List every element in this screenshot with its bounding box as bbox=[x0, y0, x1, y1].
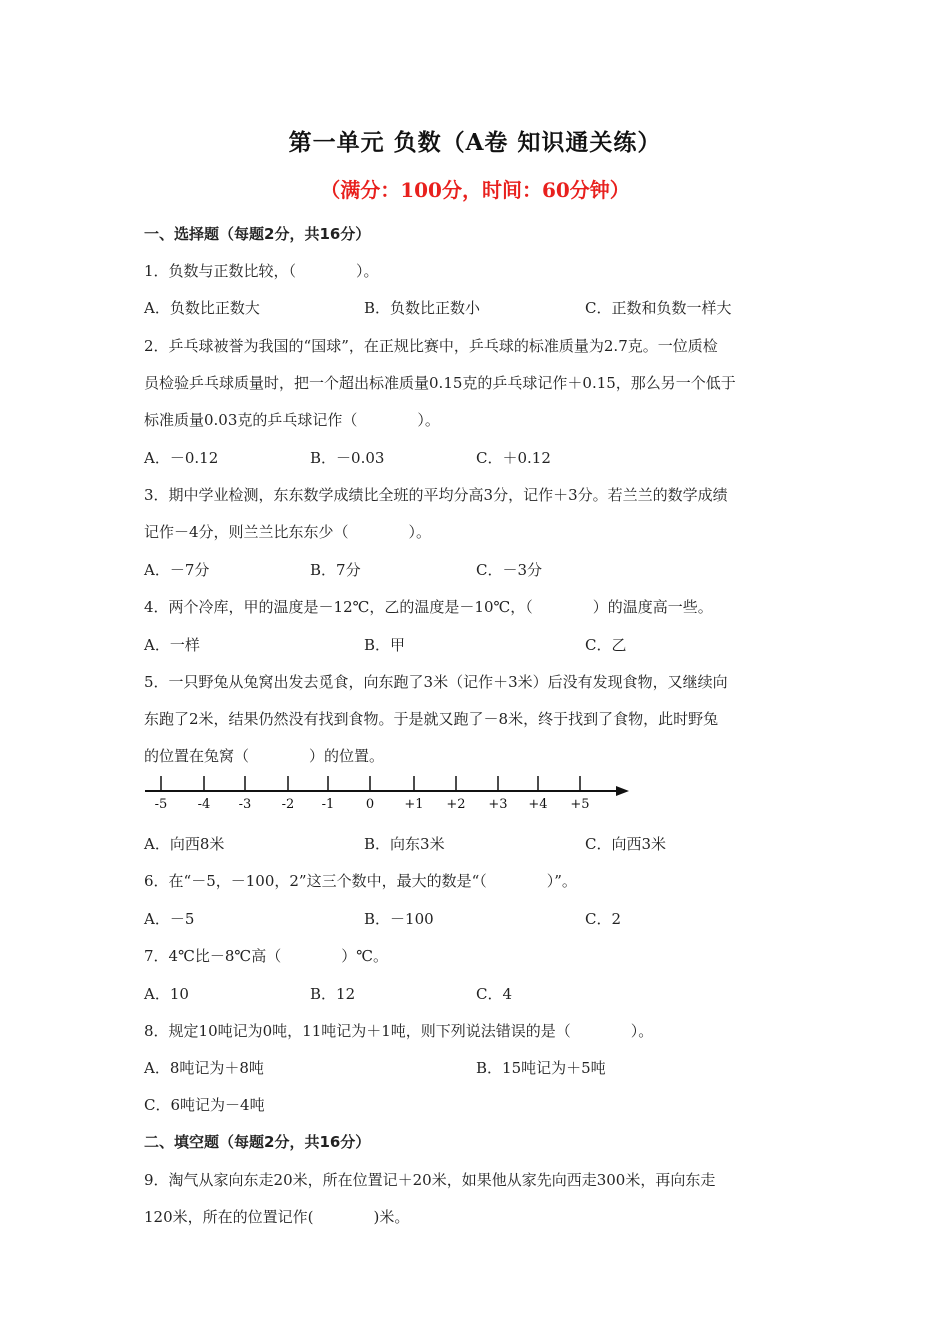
q2-option-b: B．－0.03 bbox=[310, 449, 385, 467]
number-line-label: 0 bbox=[365, 797, 375, 812]
section-heading-choice: 一、选择题（每题2分，共16分） bbox=[144, 225, 371, 243]
number-line-label: +2 bbox=[446, 797, 466, 812]
question-9-line-1: 9．淘气从家向东走20米，所在位置记＋20米，如果他从家先向西走300米，再向东走 bbox=[144, 1171, 716, 1189]
question-5-line-3: 的位置在兔窝（ ）的位置。 bbox=[144, 747, 385, 765]
q7-option-b: B．12 bbox=[310, 985, 356, 1003]
number-line-label: +4 bbox=[528, 797, 548, 812]
question-2-line-1: 2．乒乓球被誉为我国的“国球”，在正规比赛中，乒乓球的标准质量为2.7克。一位质检 bbox=[144, 337, 718, 355]
question-1: 1．负数与正数比较，（ ）。 bbox=[144, 262, 379, 280]
q5-option-a: A．向西8米 bbox=[144, 835, 225, 853]
q7-option-c: C．4 bbox=[476, 985, 513, 1003]
q1-option-a: A．负数比正数大 bbox=[144, 299, 260, 317]
q6-option-a: A．－5 bbox=[144, 910, 195, 928]
question-9-line-2: 120米，所在的位置记作( )米。 bbox=[144, 1208, 410, 1226]
q8-option-a: A．8吨记为＋8吨 bbox=[144, 1059, 264, 1077]
question-2-line-2: 员检验乒乓球质量时，把一个超出标准质量0.15克的乒乓球记作＋0.15，那么另一个低于 bbox=[144, 374, 736, 392]
q3-option-b: B．7分 bbox=[310, 561, 361, 579]
q4-option-a: A．一样 bbox=[144, 636, 200, 654]
number-line-label: +3 bbox=[488, 797, 508, 812]
q2-option-c: C．＋0.12 bbox=[476, 449, 551, 467]
number-line-label: -1 bbox=[321, 797, 335, 812]
page-title: 第一单元 负数（A卷 知识通关练） bbox=[288, 129, 662, 156]
q1-option-b: B．负数比正数小 bbox=[364, 299, 481, 317]
q5-option-b: B．向东3米 bbox=[364, 835, 445, 853]
q4-option-b: B．甲 bbox=[364, 636, 406, 654]
number-line-label: -4 bbox=[197, 797, 211, 812]
q3-option-a: A．－7分 bbox=[144, 561, 210, 579]
q1-option-c: C．正数和负数一样大 bbox=[585, 299, 732, 317]
number-line-label: +5 bbox=[570, 797, 590, 812]
q7-option-a: A．10 bbox=[144, 985, 189, 1003]
question-4: 4．两个冷库，甲的温度是－12℃，乙的温度是－10℃，（ ）的温度高一些。 bbox=[144, 598, 713, 616]
page-subtitle: （满分：100分，时间：60分钟） bbox=[320, 178, 630, 202]
number-line-label: +1 bbox=[404, 797, 424, 812]
question-3-line-2: 记作－4分，则兰兰比东东少（ ）。 bbox=[144, 523, 432, 541]
q5-option-c: C．向西3米 bbox=[585, 835, 667, 853]
q6-option-c: C．2 bbox=[585, 910, 622, 928]
section-heading-fill: 二、填空题（每题2分，共16分） bbox=[144, 1133, 371, 1151]
question-7: 7．4℃比－8℃高（ ）℃。 bbox=[144, 947, 388, 965]
q8-option-b: B．15吨记为＋5吨 bbox=[476, 1059, 606, 1077]
q6-option-b: B．－100 bbox=[364, 910, 434, 928]
question-5-line-2: 东跑了2米，结果仍然没有找到食物。于是就又跑了－8米，终于找到了食物，此时野兔 bbox=[144, 710, 719, 728]
q4-option-c: C．乙 bbox=[585, 636, 627, 654]
q3-option-c: C．－3分 bbox=[476, 561, 543, 579]
number-line-arrow bbox=[616, 786, 629, 796]
number-line-label: -5 bbox=[154, 797, 168, 812]
number-line bbox=[140, 772, 640, 818]
question-3-line-1: 3．期中学业检测，东东数学成绩比全班的平均分高3分，记作＋3分。若兰兰的数学成绩 bbox=[144, 486, 728, 504]
q8-option-c: C．6吨记为－4吨 bbox=[144, 1096, 265, 1114]
question-2-line-3: 标准质量0.03克的乒乓球记作（ ）。 bbox=[144, 411, 440, 429]
question-6: 6．在“－5，－100，2”这三个数中，最大的数是“（ ）”。 bbox=[144, 872, 577, 890]
number-line-label: -3 bbox=[238, 797, 252, 812]
number-line-label: -2 bbox=[281, 797, 295, 812]
question-8: 8．规定10吨记为0吨，11吨记为＋1吨，则下列说法错误的是（ ）。 bbox=[144, 1022, 654, 1040]
question-5-line-1: 5．一只野兔从兔窝出发去觅食，向东跑了3米（记作＋3米）后没有发现食物，又继续向 bbox=[144, 673, 728, 691]
q2-option-a: A．－0.12 bbox=[144, 449, 219, 467]
